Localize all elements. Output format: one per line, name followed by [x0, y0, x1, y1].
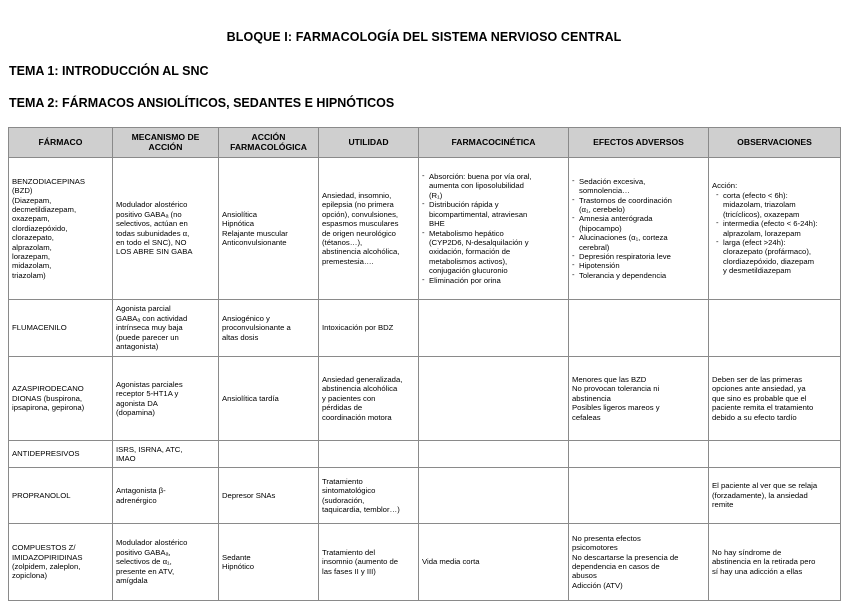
cell-text-line: (sudoración, [322, 495, 365, 505]
cell-utilidad [319, 441, 419, 468]
cell-text-line: No presenta efectos [572, 533, 641, 543]
cell-text-line: (forzadamente), la ansiedad [712, 490, 808, 500]
cell-text-line: abusos [572, 571, 597, 581]
cell-text-line: Tratamiento del [322, 547, 376, 557]
cell-text-line: GABAₐ con actividad [116, 313, 188, 323]
cell-accion [219, 441, 319, 468]
cell-observaciones [709, 441, 841, 468]
table-row [9, 441, 841, 468]
cell-accion [219, 300, 319, 357]
cell-text-line: COMPUESTOS Z/ [12, 543, 76, 553]
table-row [9, 468, 841, 524]
bullet-item [422, 172, 565, 200]
cell-text-line: opciones ante ansiedad, ya [712, 384, 806, 394]
cell-text-line: sí hay una adicción a ellas [712, 566, 803, 576]
cell-text-line: (dopamina) [116, 407, 155, 417]
cell-mecanismo [113, 158, 219, 300]
bullet-item [716, 238, 837, 276]
cell-text-line: altas dosis [222, 332, 259, 342]
cell-text-line: de origen neurológico [322, 228, 396, 238]
cell-text-line: LOS ABRE SIN GABA [116, 247, 193, 257]
cell-text-line: Ansiedad, insomnio, [322, 190, 392, 200]
bullet-text-line: clorazepato (profármaco), [723, 247, 812, 257]
cell-text-line: Ansiolítica [222, 209, 258, 219]
cell-farmacocinetica [419, 357, 569, 441]
cell-text-line: Hipnótica [222, 219, 255, 229]
bullet-text-line: metabolismos activos), [429, 256, 508, 266]
cell-text-line: oxazepam, [12, 214, 50, 224]
bullet-text-line: oxidación, formación de [429, 247, 511, 257]
bullet-item [572, 196, 705, 215]
cell-text-line: todas subunidades α, [116, 228, 190, 238]
cell-text-line: zopiclona) [12, 571, 48, 581]
cell-text-line: Posibles ligeros mareos y [572, 403, 660, 413]
header-observaciones: OBSERVACIONES [709, 128, 841, 158]
cell-text-line: taquicardia, temblor…) [322, 504, 400, 514]
table-row [9, 158, 841, 300]
cell-accion [219, 357, 319, 441]
bullet-text-line: somnolencia… [579, 186, 630, 196]
cell-observaciones [709, 524, 841, 601]
bullet-text-line: - Sedación excesiva, [579, 176, 646, 186]
bullet-list [716, 191, 837, 276]
cell-text-line: BENZODIACEPINAS [12, 176, 86, 186]
bullet-text-line: y desmetildiazepam [723, 266, 791, 276]
cell-text-line: Modulador alostérico [116, 538, 188, 548]
cell-utilidad [319, 158, 419, 300]
bullet-text-line: cerebral) [579, 242, 610, 252]
table-header-row [9, 128, 841, 158]
cell-efectos [569, 158, 709, 300]
cell-text-line: Ansiedad generalizada, [322, 374, 403, 384]
cell-text-line: midazolam, [12, 261, 52, 271]
cell-text-line: (tétanos…), [322, 237, 363, 247]
cell-utilidad [319, 468, 419, 524]
document-title: BLOQUE I: FARMACOLOGÍA DEL SISTEMA NERVIOSO CENTRAL [226, 30, 622, 44]
header-utilidad: UTILIDAD [319, 128, 419, 158]
cell-text-line: receptor 5-HT1A y [116, 389, 179, 399]
table-row [9, 357, 841, 441]
tema-1-heading: TEMA 1: INTRODUCCIÓN AL SNC [9, 64, 209, 78]
cell-text-line: las fases II y III) [322, 566, 376, 576]
bullet-text-line: - Metabolismo hepático [429, 228, 504, 238]
cell-text-line: Sedante [222, 552, 251, 562]
cell-text-line: Tratamiento [322, 476, 363, 486]
cell-observaciones [709, 300, 841, 357]
table-row [9, 300, 841, 357]
bullet-text-line: alprazolam, lorazepam [723, 228, 801, 238]
cell-mecanismo [113, 468, 219, 524]
cell-text-line: sintomatológico [322, 486, 376, 496]
cell-text-line: Vida media corta [422, 557, 480, 567]
cell-text-line: debido a su efecto tardío [712, 412, 797, 422]
cell-text-line: en todo el SNC), NO [116, 237, 187, 247]
cell-text-line: Modulador alostérico [116, 200, 188, 210]
cell-farmacocinetica [419, 158, 569, 300]
cell-text-line: ipsapirona, gepirona) [12, 403, 85, 413]
bullet-text-line: - larga (efect >24h): [723, 237, 786, 247]
header-accion: ACCIÓN FARMACOLÓGICA [219, 128, 319, 158]
bullet-text-line: - Hipotensión [579, 261, 620, 271]
cell-mecanismo [113, 524, 219, 601]
cell-text-line: y pacientes con [322, 393, 376, 403]
cell-text-line: cefaleas [572, 412, 601, 422]
cell-text-line: Anticonvulsionante [222, 237, 287, 247]
cell-text-line: premestesia…. [322, 256, 374, 266]
cell-mecanismo [113, 441, 219, 468]
bullet-text-line: - Distribución rápida y [429, 200, 499, 210]
cell-observaciones [709, 357, 841, 441]
cell-text-line: paciente remita el tratamiento [712, 403, 814, 413]
bullet-text-line: clordiazepóxido, diazepam [723, 256, 815, 266]
cell-text-line: Relajante muscular [222, 228, 288, 238]
cell-mecanismo [113, 300, 219, 357]
cell-text-line: antagonista) [116, 342, 159, 352]
bullet-text-line: - Tolerancia y dependencia [579, 270, 667, 280]
cell-text-line: Depresor SNAs [222, 490, 276, 500]
bullet-item [422, 200, 565, 228]
cell-text-line: ISRS, ISRNA, ATC, [116, 444, 183, 454]
cell-accion [219, 468, 319, 524]
cell-observaciones [709, 158, 841, 300]
cell-text-line: Deben ser de las primeras [712, 374, 803, 384]
bullet-text-line: BHE [429, 219, 445, 229]
cell-text-line: selectivos de α₁, [116, 557, 172, 567]
cell-text-line: Hipnótico [222, 562, 255, 571]
bullet-text-line: midazolam, triazolam [723, 200, 796, 210]
cell-text-line: Intoxicación por BDZ [322, 323, 394, 333]
cell-text-line: (Diazepam, [12, 195, 52, 205]
cell-efectos [569, 357, 709, 441]
cell-text-line: Agonistas parciales [116, 379, 183, 389]
bullet-item [572, 271, 705, 280]
header-farmacocinetica: FARMACOCINÉTICA [419, 128, 569, 158]
cell-text-line: El paciente al ver que se relaja [712, 481, 818, 491]
bullet-item [716, 219, 837, 238]
bullet-text-line: aumenta con liposolubilidad [429, 181, 524, 191]
cell-text-line: clordiazepóxido, [12, 223, 68, 233]
cell-text-line: PROPRANOLOL [12, 490, 71, 500]
cell-text-line: IMAO [116, 454, 136, 463]
cell-text-line: presente en ATV, [116, 566, 175, 576]
cell-accion [219, 524, 319, 601]
bullet-item [572, 214, 705, 233]
bullet-item [572, 252, 705, 261]
cell-farmaco [9, 468, 113, 524]
header-farmaco: FÁRMACO [9, 128, 113, 158]
cell-text-line: positivo GABAₐ (no [116, 209, 182, 219]
cell-text-line: AZASPIRODECANO [12, 384, 84, 394]
bullet-item [572, 233, 705, 252]
bullet-list [572, 177, 705, 280]
cell-text-line: No descartarse la presencia de [572, 552, 679, 562]
cell-farmacocinetica [419, 524, 569, 601]
bullet-item [572, 261, 705, 270]
cell-utilidad [319, 357, 419, 441]
cell-text-line: pérdidas de [322, 403, 363, 413]
cell-text-line: abstinencia en la retirada pero [712, 557, 816, 567]
bullet-text-line: - Amnesia anterógrada [579, 214, 653, 224]
cell-text-line: psicomotores [572, 543, 618, 553]
bullet-text-line: - Trastornos de coordinación [579, 195, 672, 205]
cell-farmacocinetica [419, 300, 569, 357]
header-efectos: EFECTOS ADVERSOS [569, 128, 709, 158]
bullet-text-line: (CYP2D6, N-desalquilación y [429, 237, 529, 247]
cell-farmaco [9, 524, 113, 601]
cell-text-line: clorazepato, [12, 233, 54, 243]
bullet-text-line: - Depresión respiratoria leve [579, 252, 671, 262]
cell-efectos [569, 524, 709, 601]
cell-farmacocinetica [419, 441, 569, 468]
cell-text-line: decmetildiazepam, [12, 204, 77, 214]
cell-farmaco [9, 357, 113, 441]
cell-text-line: DIONAS (buspirona, [12, 393, 83, 403]
cell-text-line: dependencia en casos de [572, 562, 660, 571]
bullet-text-line: (α₁, cerebelo) [579, 204, 625, 214]
cell-text-line: (zolpidem, zaleplon, [12, 562, 81, 571]
cell-text-line: ANTIDEPRESIVOS [12, 449, 80, 459]
cell-text-line: remite [712, 500, 734, 510]
cell-text-line: selectivos, actúan en [116, 219, 188, 229]
bullet-text-line: (R₁) [429, 190, 443, 200]
cell-text-line: No hay síndrome de [712, 547, 782, 557]
bullet-text-line: - Eliminación por orina [429, 275, 501, 285]
observaciones-intro: Acción: [712, 181, 738, 191]
cell-efectos [569, 300, 709, 357]
cell-text-line: Ansiolítica tardía [222, 393, 279, 403]
header-mecanismo: MECANISMO DE ACCIÓN [113, 128, 219, 158]
cell-farmaco [9, 300, 113, 357]
cell-text-line: amígdala [116, 576, 148, 586]
cell-text-line: agonista DA [116, 398, 158, 408]
bullet-text-line: (tricíclicos), oxazepam [723, 209, 800, 219]
cell-farmaco [9, 441, 113, 468]
cell-observaciones [709, 468, 841, 524]
cell-text-line: adrenérgico [116, 495, 157, 505]
cell-text-line: alprazolam, [12, 242, 52, 252]
cell-text-line: intrínseca muy baja [116, 323, 183, 333]
cell-text-line: triazolam) [12, 270, 46, 280]
tema-2-heading: TEMA 2: FÁRMACOS ANSIOLÍTICOS, SEDANTES E HIPNÓTICOS [9, 96, 395, 110]
cell-text-line: positivo GABAₐ, [116, 547, 171, 557]
bullet-text-line: - Absorción: buena por vía oral, [429, 172, 532, 182]
bullet-text-line: (hipocampo) [579, 223, 622, 233]
cell-text-line: abstinencia alcohólica [322, 384, 398, 394]
cell-text-line: proconvulsionante a [222, 323, 291, 333]
observaciones-list [712, 191, 837, 276]
cell-text-line: opción), convulsiones, [322, 209, 399, 219]
cell-accion [219, 158, 319, 300]
cell-text-line: IMIDAZOPIRIDINAS [12, 552, 83, 562]
bullet-item [572, 177, 705, 196]
cell-text-line: abstinencia alcohólica, [322, 247, 400, 257]
bullet-item [422, 276, 565, 285]
cell-text-line: insomnio (aumento de [322, 557, 399, 567]
bullet-text-line: conjugación glucuronio [429, 266, 508, 276]
cell-text-line: Adicción (ATV) [572, 580, 623, 590]
bullet-text-line: bicompartimental, atraviesan [429, 209, 528, 219]
pharmacology-table [8, 127, 841, 601]
cell-text-line: Ansiogénico y [222, 313, 270, 323]
bullet-item [422, 229, 565, 276]
cell-efectos [569, 468, 709, 524]
cell-utilidad [319, 300, 419, 357]
cell-text-line: (puede parecer un [116, 332, 179, 342]
cell-text-line: abstinencia [572, 393, 611, 403]
cell-text-line: lorazepam, [12, 252, 51, 262]
cell-text-line: coordinación motora [322, 412, 392, 422]
bullet-text-line: - corta (efecto < 6h): [723, 190, 788, 200]
cell-text-line: Antagonista β- [116, 486, 166, 496]
bullet-list [422, 172, 565, 285]
cell-text-line: Agonista parcial [116, 304, 171, 314]
cell-utilidad [319, 524, 419, 601]
cell-farmacocinetica [419, 468, 569, 524]
cell-text-line: Menores que las BZD [572, 374, 647, 384]
cell-text-line: FLUMACENILO [12, 323, 67, 333]
cell-text-line: (BZD) [12, 186, 33, 196]
cell-text-line: No provocan tolerancia ni [572, 384, 660, 394]
bullet-text-line: - intermedia (efecto < 6-24h): [723, 219, 818, 229]
table-row [9, 524, 841, 601]
cell-text-line: epilepsia (no primera [322, 200, 394, 210]
cell-mecanismo [113, 357, 219, 441]
bullet-text-line: - Alucinaciones (α₁, corteza [579, 233, 668, 243]
bullet-item [716, 191, 837, 219]
cell-text-line: que sino es probable que el [712, 393, 807, 403]
cell-farmaco [9, 158, 113, 300]
cell-text-line: espasmos musculares [322, 219, 399, 229]
cell-efectos [569, 441, 709, 468]
